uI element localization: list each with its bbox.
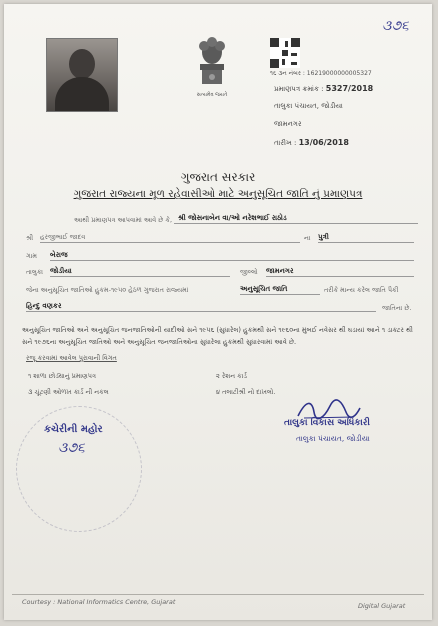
qr-number: ૧૬ ૩ન નંબર : 16219000000005327: [270, 70, 372, 77]
handwritten-number: ૩૭૬: [382, 18, 409, 34]
district-label: જીલ્લો: [240, 268, 258, 276]
seal-number: ૩૭૬: [58, 440, 85, 456]
footer-right: Digital Gujarat: [358, 602, 406, 610]
caste-line-suffix: તરીકે માન્ય કરેલ જાતિ પૈકી: [324, 286, 399, 294]
holder-photo: [46, 38, 118, 112]
qr-code-icon: [270, 38, 300, 68]
seal-text: કચેરીની મહોર: [44, 424, 103, 435]
proof-item-2: ૨ રેશન કાર્ડ: [216, 372, 247, 380]
holder-name: શ્રી જોસનાબેન વા/ઓ નરેશભાઈ રાઠોડ: [174, 214, 418, 224]
caste-category: અનુસૂચિત જાતિ: [240, 285, 320, 295]
proof-item-1: ૧ શાળા છોડ્યાનું પ્રમાણપત્ર: [28, 372, 96, 380]
footer-divider: [12, 594, 424, 595]
proof-item-3: ૩ ચૂંટણી ઓળખ કાર્ડ ની નકલ: [28, 388, 109, 396]
caste-end: જાતિના છે.: [382, 304, 412, 312]
emblem-caption: સત્યમેવ જયતે: [196, 92, 228, 98]
row2-value: હરજીભાઈ જાદવ: [40, 233, 300, 243]
village-label: ગામ: [26, 252, 37, 260]
district-name: જામનગર: [274, 120, 302, 128]
row2-label: ના: [304, 234, 311, 242]
intro-text: આથી પ્રમાણપત્ર આપવામાં આવે છે કે,: [74, 216, 173, 224]
national-emblem-icon: [190, 34, 234, 90]
taluka-panchayat: તાલુકા પંચાયત, જોડીયા: [274, 102, 343, 110]
proof-item-4: ૪ તલાટીશ્રી નો દાખલો.: [216, 388, 276, 396]
officer-office: તાલુકા પંચાયત, જોડીયા: [296, 434, 370, 443]
village-value: બેરાજ: [50, 251, 414, 261]
footer-left: Courtesy : National Informatics Centre, Gujarat: [22, 598, 176, 606]
certificate-number-row: પ્રમાણપત્ર ક્રમાંક : 5327/2018: [274, 84, 374, 93]
certificate-page: [4, 4, 432, 620]
proof-heading: રજૂ કરવામાં આવેલ પુરાવાની વિગત: [26, 354, 117, 362]
taluka-label: તાલુકા: [26, 268, 43, 276]
row2-prefix: શ્રી: [26, 234, 34, 242]
taluka-value: જોડીયા: [50, 267, 230, 277]
relation: પુત્રી: [318, 233, 414, 243]
date-row: તારીખ : 13/06/2018: [274, 138, 349, 147]
district-value: જામનગર: [266, 267, 414, 277]
caste-line-text: જેના અનુસૂચિત જાતિઓ હુકમ-૧૯૫૦ હેઠળ ગુજરાત રાજ્યમાં: [26, 286, 189, 294]
legal-paragraph: અનુસૂચિત જાતિઓ અને અનુસૂચિત જનજાતિઓની યાદીઓ સને ૧૯૫૬ (સુધારેલ) હુકમથી સને ૧૯૬૦ના મુંબઈ નવેસર થી ઘડાયાં આને ૧ ડાક્ટર થી સને ૧૯૭૬ના અનુસૂચિત જાતિઓ અને અનુસૂચિત જનજાતિઓના સુધારેલા હુકમથી સુધારવામાં આવે છે.: [22, 326, 413, 346]
officer-title: તાલુકા વિકાસ અધિકારી: [284, 418, 371, 428]
certificate-title: ગુજરાત રાજ્યના મૂળ રહેવાસીઓ માટે અનુસૂચિત જાતિ નું પ્રમાણપત્ર: [73, 188, 363, 200]
header-gujarat-sarkar: ગુજરાત સરકાર: [180, 170, 256, 184]
caste-name: હિન્દુ વણકર: [26, 302, 376, 312]
